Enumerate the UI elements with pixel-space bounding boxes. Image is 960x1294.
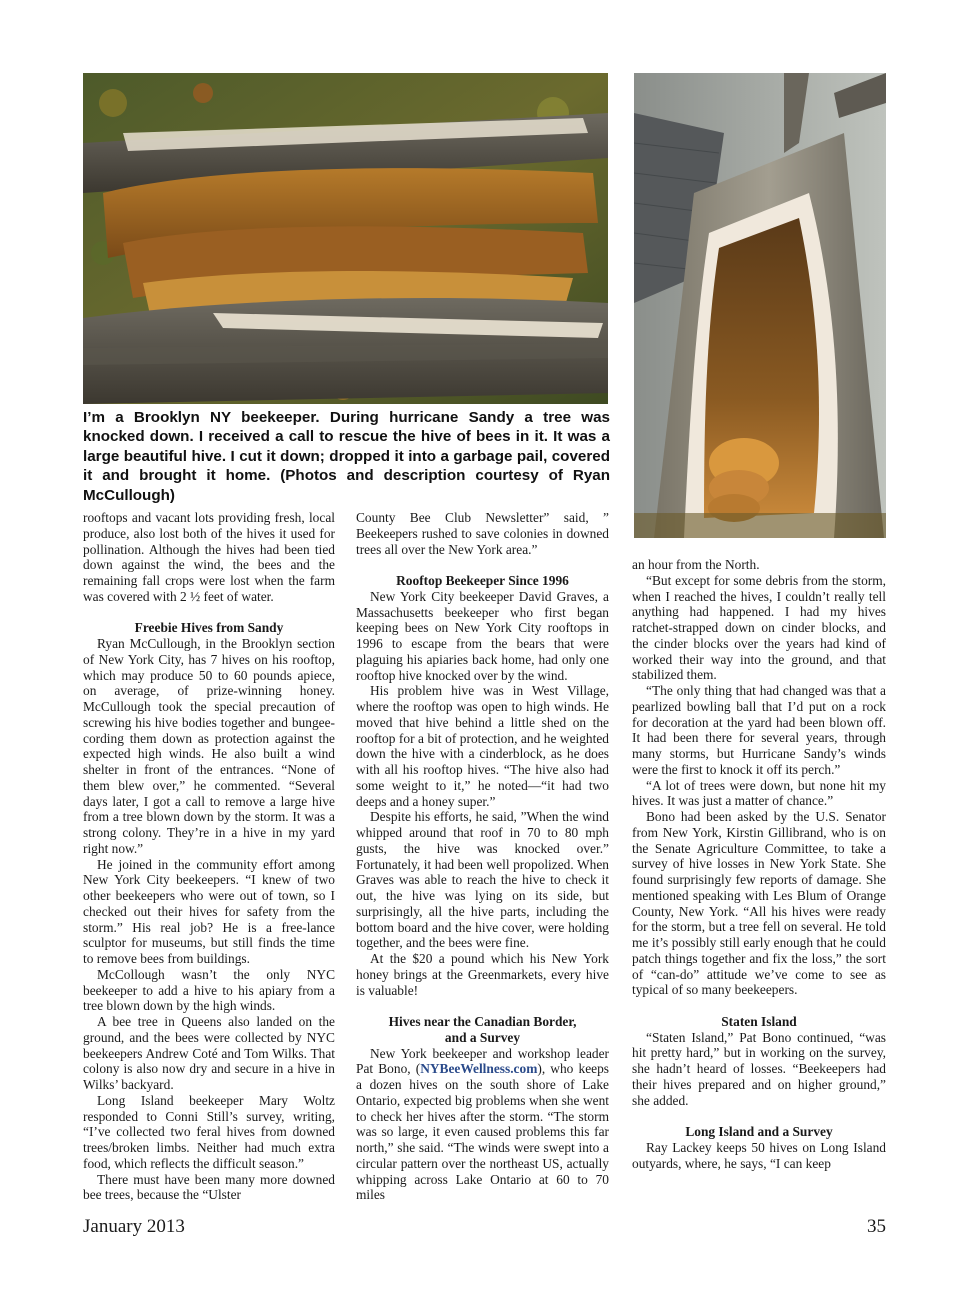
paragraph: Bono had been asked by the U.S. Senator from New York, Kirstin Gillibrand, who is on the Senate Agriculture Committee, to take a survey of hive losses in New York State. She found surprisingly few reports of damage. She mentioned speaking with Les Blum of Orange County, New York. “All his hives were ready for the storm, but a tree fell on several. He told me it’s possibly still early enough that he could patch things together and fix the loss,” the sort of “can-do” attitude we’ve come to see as typical of so many beekeepers. [632,809,886,998]
paragraph: Ray Lackey keeps 50 hives on Long Island outyards, where, he says, “I can keep [632,1139,886,1171]
paragraph: New York City beekeeper David Graves, a Massachusetts beekeeper who first began keeping bees on New York City rooftops in 1996 to escape from the bears that were plaguing his apiaries back home, had only one rooftop hive knocked over by the wind. [356,588,609,683]
website-link[interactable]: NYBeeWellness.com [420,1061,538,1077]
paragraph: “The only thing that had changed was that a pearlized bowling ball that I’d put on a rock for decoration at the yard had been blown off. It had been there for several years, through many storms, but Hurricane Sandy’s winds were the first to knock it off its perch.” [632,683,886,777]
paragraph: “Staten Island,” Pat Bono continued, “was hit pretty hard,” but in working on the survey, she hadn’t heard of losses. “Beekeepers had their hives prepared and on higher ground,” she added. [632,1029,886,1108]
paragraph: His problem hive was in West Village, where the rooftop was open to high winds. He moved that hive behind a little shed on the rooftop for a bit of protection, and he weighted down the hive with a cinderblock, as he does with all his rooftop hives. “The hive also had some weight to it,” he noted—“it had two deeps and a honey super.” [356,683,609,809]
footer-issue-date: January 2013 [83,1216,185,1237]
paragraph: He joined in the community effort among New York City beekeepers. “I knew of two other beekeepers who were out of town, so I checked out their hives for safety from the storm.” His real job? He is a free-lance sculptor for museums, but still finds the time to remove bees from buildings. [83,856,335,966]
photo-caption: I’m a Brooklyn NY beekeeper. During hurricane Sandy a tree was knocked down. I received a call to rescue the hive of bees in it. It was a large beautiful hive. I cut it down; dropped it into a garbage pail, covered it and brought it home. (Photos and description courtesy of Ryan McCullough) [83,409,610,504]
paragraph: Ryan McCullough, in the Brooklyn section of New York City, has 7 hives on his rooftop, which may produce 50 to 60 pounds apiece, on average, of prize-winning honey. McCullough took the special precaution of screwing his hive bodies together and bungee-cording them down as protection against the expected high winds. He also built a wind shelter in front of the entrances. “None of them blew over,” he commented. “Several days later, I got a call to remove a large hive from a tree blown down by the storm. It was a strong colony. They’re in a hive in my yard right now.” [83,636,335,856]
paragraph: Long Island beekeeper Mary Woltz responded to Conni Still’s survey, writing, “I’ve collected two feral hives from downed trees/broken limbs. Neither had much extra food, which reflects the difficult season.” [83,1092,335,1171]
section-heading: Staten Island [721,1013,797,1029]
photo-fallen-log-honeycomb [83,73,608,404]
paragraph: rooftops and vacant lots providing fresh, local produce, also lost both of the hives it used for pollination. Although the hives had been tied down against the wind, the bees and the remaining fall crops were lost when the farm was covered with 2 ½ feet of water. [83,510,335,604]
paragraph: McCollough wasn’t the only NYC beekeeper to add a hive to his apiary from a tree blown down by the high winds. [83,966,335,1014]
photo-split-trunk-honeycomb [634,73,886,538]
footer-page-number: 35 [867,1216,886,1237]
paragraph: “A lot of trees were down, but none hit my hives. It was just a matter of chance.” [632,777,886,809]
section-heading: Freebie Hives from Sandy [134,620,284,636]
paragraph: A bee tree in Queens also landed on the ground, and the bees were collected by NYC beekeepers Andrew Coté and Tom Wilks. That colony is also now dry and secure in a hive in Wilks’ backyard. [83,1014,335,1092]
section-heading: Long Island and a Survey [685,1124,833,1139]
paragraph [356,1046,609,1204]
section-heading [356,1014,609,1046]
paragraph: Despite his efforts, he said, ”When the wind whipped around that roof in 70 to 80 mph gusts, the hive was knocked over.” Fortunately, it had been well propolized. When Graves was able to reach the hive to check it out, the hive was lying on its side, but surprisingly, all the hive parts, including the bottom board and the hive cover, were holding together, and the bees were fine. [356,809,609,951]
article-column-3 [632,557,886,1171]
heading-line-1: Hives near the Canadian Border, [388,1014,577,1029]
paragraph: At the $20 a pound which his New York honey brings at the Greenmarkets, every hive is valuable! [356,951,609,998]
paragraph: County Bee Club Newsletter” said, ” Beekeepers rushed to save colonies in downed trees all over the New York area.” [356,510,609,557]
paragraph-text: ), who keeps a dozen hives on the south shore of Lake Ontario, expected big problems when she went to check her hives after the storm. “The storm was so large, it even caused problems this far north,” she said. “The winds were swept into a circular pattern over the northeast US, actually whipping across Lake Ontario at 60 to 70 miles [356,1061,609,1203]
paragraph: “But except for some debris from the storm, when I reached the hives, I couldn’t really tell anything had happened. I had my hives ratchet-strapped down on cinder blocks, and the cinder blocks over the years had kind of worked their way into the ground, and that stabilized them. [632,572,886,683]
photo-fallen-log-image [83,73,608,404]
section-heading: Rooftop Beekeeper Since 1996 [396,573,569,588]
paragraph-text: New York beekeeper and workshop leader Pat Bono, ( [356,1045,609,1077]
photo-split-trunk-image [634,73,886,538]
paragraph: There must have been many more downed bee trees, because the “Ulster [83,1171,335,1203]
paragraph: an hour from the North. [632,557,760,572]
heading-line-2: and a Survey [444,1029,521,1045]
article-column-2 [356,510,609,1203]
article-column-1 [83,510,335,1203]
